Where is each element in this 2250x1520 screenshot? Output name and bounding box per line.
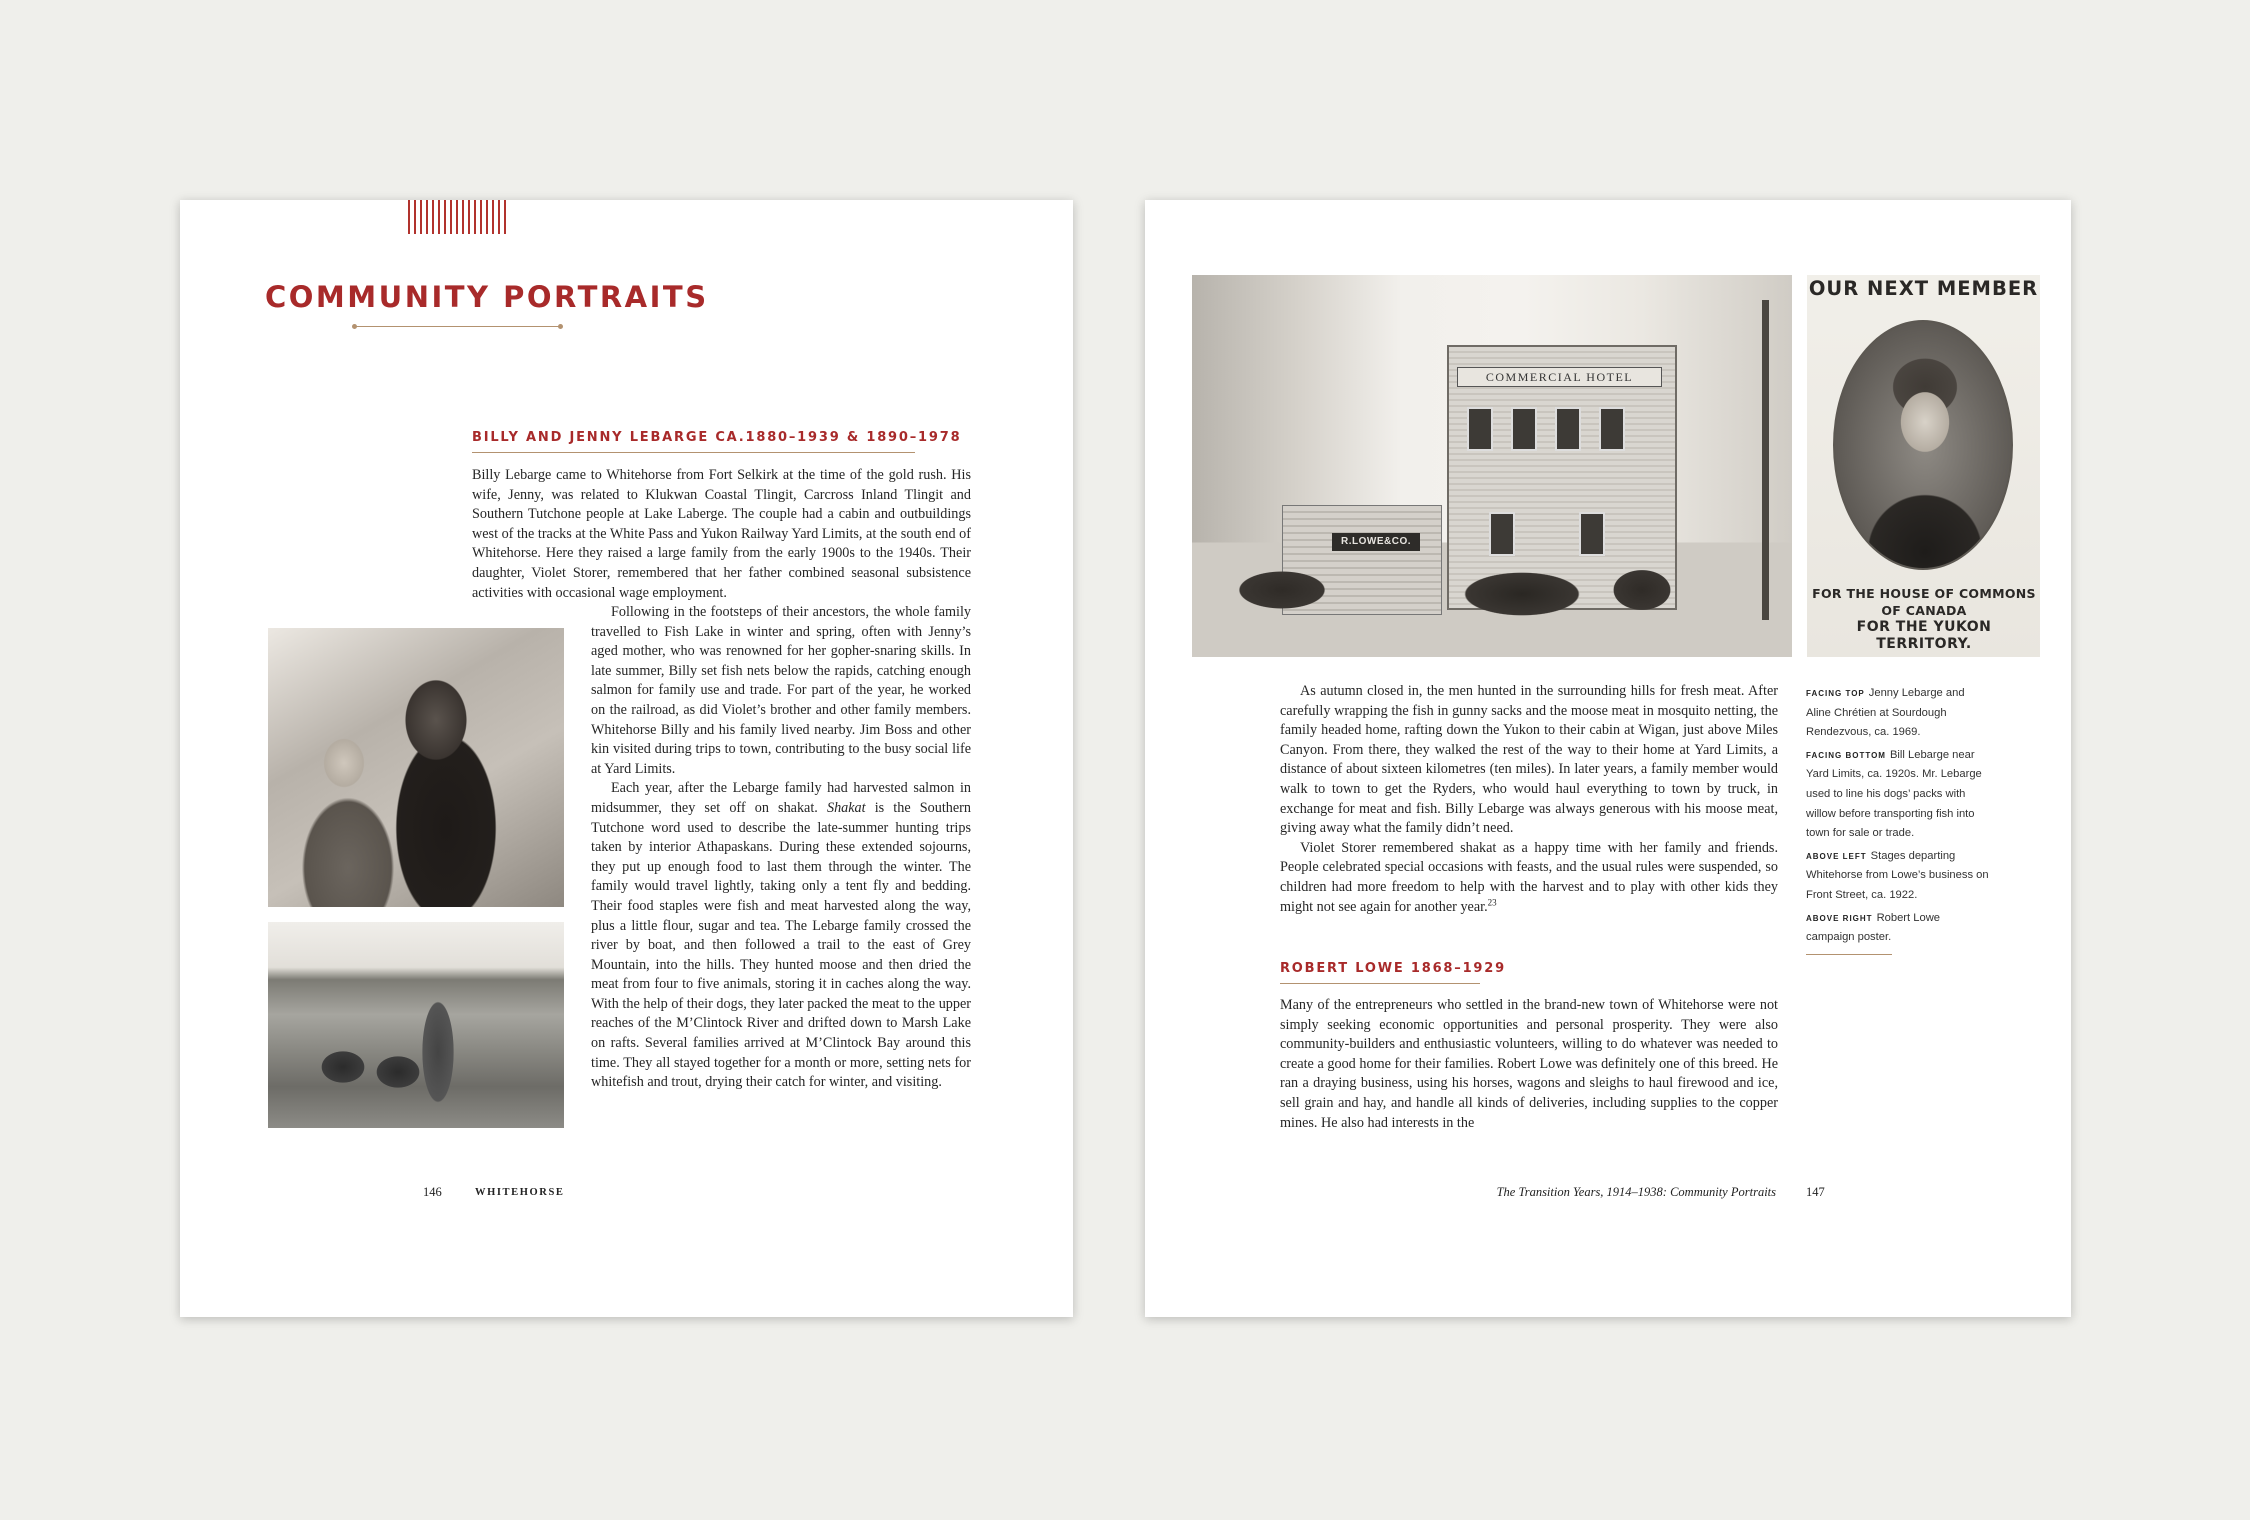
photo-stages-commercial-hotel xyxy=(1192,275,1792,657)
page-number: 146 xyxy=(423,1185,442,1199)
chapter-title: COMMUNITY PORTRAITS xyxy=(265,280,709,314)
caption: ABOVE RIGHT Robert Lowe campaign poster. xyxy=(1806,911,1940,944)
section-heading-robert-lowe: ROBERT LOWE 1868–1929 xyxy=(1280,961,1506,976)
paragraph: Each year, after the Lebarge family had harvested salmon in midsummer, they set off on shakat. Shakat is the Southern Tutchone word used to describe the late-summer hunting trips taken by interior Athapaskans. During these extended sojourns, they put up enough food to last them through the winter. The family would travel lightly, taking only a tent fly and bedding. Their food staples were fish and meat harvested along the way, plus a little flour, sugar and tea. The Lebarge family crossed the river by boat, and then followed a trail to the east of Grey Mountain, into the hills. They hunted moose and then dried the meat from four to five animals, storing it in caches along the way. With the help of their dogs, they later packed the meat to the upper reaches of the M’Clintock River and drifted down to Marsh Lake on rafts. Several families arrived at M’Clintock Bay around this time. They all stayed together for a month or more, setting nets for whitefish and trout, drying their catch for winter, and visiting. xyxy=(591,780,971,1091)
section-rule xyxy=(472,452,915,453)
photo-captions xyxy=(1806,684,1991,955)
page-number: 147 xyxy=(1806,1185,1825,1199)
paragraph: Violet Storer remembered shakat as a happy time with her family and friends. People celebrated special occasions with feasts, and the usual rules were suspended, so children had more freedom to help with the harvest and to play with other kids they might not see again for another year.$^{23}$ xyxy=(1280,839,1778,915)
body-text-bottom xyxy=(1280,996,1778,1133)
caption: FACING TOP Jenny Lebarge and Aline Chrétien at Sourdough Rendezvous, ca. 1969. xyxy=(1806,687,1965,739)
paragraph: Following in the footsteps of their ancestors, the whole family travelled to Fish Lake in winter and spring, often with Jenny’s aged mother, who was renowned for her gopher-snaring skills. In late summer, Billy set fish nets below the rapids, catching enough salmon for family use and trade. For part of the year, he worked on the railroad, as did Violet’s brother and other family members. Whitehorse Billy and his family lived nearby. Jim Boss and other kin visited during trips to town, contributing to the busy social life at Yard Limits. xyxy=(591,604,971,777)
paragraph: Many of the entrepreneurs who settled in the brand-new town of Whitehorse were not simply seeking economic opportunities and personal prosperity. They were also community-builders and enthusiastic volunteers, willing to do whatever was needed to create a good home for their families. Robert Lowe was definitely one of this breed. He ran a draying business, using his horses, wagons and sleighs to haul firewood and ice, sell grain and hay, and handle all kinds of deliveries, including supplies to the copper mines. He also had interests in the xyxy=(1280,997,1778,1131)
chapter-title-rule xyxy=(355,326,560,327)
horses-and-sleighs xyxy=(1192,560,1792,620)
photo-robert-lowe-poster xyxy=(1807,275,2040,657)
body-text-bottom xyxy=(591,603,971,1093)
caption-rule xyxy=(1806,954,1892,955)
portrait-oval xyxy=(1833,320,2013,570)
body-text-top xyxy=(1280,682,1778,917)
decorative-stripes xyxy=(408,200,508,234)
running-head: WHITEHORSE xyxy=(475,1187,565,1198)
photo-jenny-lebarge-and-aline-chretien xyxy=(268,628,564,907)
poster-headline: OUR NEXT MEMBER xyxy=(1808,277,2039,300)
section-rule xyxy=(1280,983,1480,984)
photo-bill-lebarge-with-dogs xyxy=(268,922,564,1128)
right-page xyxy=(1145,200,2071,1317)
paragraph: As autumn closed in, the men hunted in the surrounding hills for fresh meat. After carefully wrapping the fish in gunny sacks and the moose meat in mosquito netting, the family headed home, rafting down the Yukon to their cabin at Wigan, just above Miles Canyon. From there, they walked the rest of the way to their home at Yard Limits, a distance of about sixteen kilometres (ten miles). In later years, a family member would walk to town to get the Ryders, who would haul everything to town by truck, in exchange for meat and fish. Billy Lebarge was always generous with his moose meat, giving away what the family didn’t need. xyxy=(1280,683,1778,837)
caption: ABOVE LEFT Stages departing Whitehorse from Lowe’s business on Front Street, ca. 1922. xyxy=(1806,849,1989,901)
body-text-top xyxy=(472,466,971,603)
paragraph: Billy Lebarge came to Whitehorse from Fort Selkirk at the time of the gold rush. His wife, Jenny, was related to Klukwan Coastal Tlingit, Carcross Inland Tlingit and Southern Tutchone people at Lake Laberge. The couple had a cabin and outbuildings west of the tracks at the White Pass and Yukon Railway Yard Limits, at the south end of Whitehorse. Here they raised a large family from the early 1900s to the 1940s. Their daughter, Violet Storer, remembered that her father combined seasonal subsistence activities with occasional wage employment. xyxy=(472,467,971,601)
left-page xyxy=(180,200,1073,1317)
section-heading-lebarge: BILLY AND JENNY LEBARGE CA.1880–1939 & 1890–1978 xyxy=(472,430,962,445)
caption: FACING BOTTOM Bill Lebarge near Yard Limits, ca. 1920s. Mr. Lebarge used to line his dogs’ packs with willow before transporting fish into town for sale or trade. xyxy=(1806,748,1982,840)
footnote-marker: 23 xyxy=(1487,896,1497,907)
running-head: The Transition Years, 1914–1938: Community Portraits xyxy=(1496,1185,1776,1199)
lowe-sign: R.LOWE&CO. xyxy=(1332,533,1420,551)
poster-footer: FOR THE HOUSE OF COMMONS OF CANADA FOR THE YUKON TERRITORY. xyxy=(1812,586,2036,652)
hotel-sign: COMMERCIAL HOTEL xyxy=(1457,367,1662,387)
